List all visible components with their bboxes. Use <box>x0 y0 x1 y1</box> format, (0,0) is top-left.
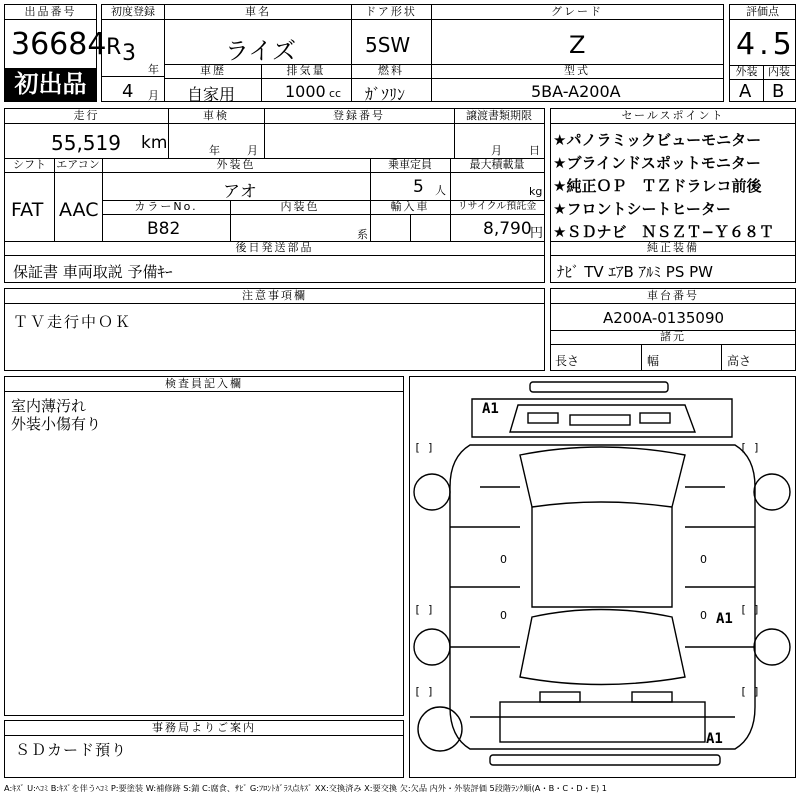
sales-point: ★純正ＯＰ ＴＺドラレコ前後 <box>553 177 762 195</box>
int-color-unit: 系 <box>357 228 368 241</box>
color-no-label: カラーNo. <box>102 200 230 215</box>
ext-color-label: 外装色 <box>102 158 370 173</box>
bracket-mark: [ ] <box>740 685 760 698</box>
transfer-label: 譲渡書類期限 <box>454 109 544 124</box>
office-box <box>4 720 404 778</box>
lot-label: 出品番号 <box>5 5 96 20</box>
lot-number: 36684 <box>11 27 107 62</box>
first-reg-label: 初度登録 <box>102 5 164 20</box>
color-no: B82 <box>147 219 181 239</box>
fuel-label: 燃料 <box>351 64 431 79</box>
zero-mark: 0 <box>500 609 507 622</box>
notes-box <box>4 288 545 371</box>
car-name: ライズ <box>225 37 297 65</box>
load-unit: kg <box>529 185 543 198</box>
notes-label: 注意事項欄 <box>5 289 544 304</box>
score-box <box>729 4 796 102</box>
recycle-label: リサイクル預託金 <box>450 200 544 215</box>
chassis-box <box>550 288 796 371</box>
later-parts-label: 後日発送部品 <box>5 241 544 256</box>
height-label: 高さ <box>727 354 752 368</box>
chassis-label: 車台番号 <box>551 289 795 304</box>
grade: Z <box>569 31 586 59</box>
load-label: 最大積載量 <box>450 158 544 173</box>
damage-mark: A1 <box>482 401 499 417</box>
lot-box <box>4 4 107 102</box>
transfer-month-unit: 月 <box>491 144 502 157</box>
sales-point: ★パノラミックビューモニター <box>553 131 762 149</box>
bracket-mark: [ ] <box>740 441 760 454</box>
shift-label: シフト <box>5 158 54 173</box>
sales-point: ★ブラインドスポットモニター <box>553 154 761 172</box>
car-info-box <box>164 4 724 102</box>
legend: A:ｷｽﾞ U:ﾍｺﾐ B:ｷｽﾞを伴うﾍｺﾐ P:要塗装 W:補修跡 S:錆 C:腐食、ｻﾋﾞ G:ﾌﾛﾝﾄｶﾞﾗｽ点ｷｽﾞ XX:交換済み X:要交換 欠:欠品 内外・外装評価 5段階ﾗﾝｸ順(A・B・C・D・E) 1 <box>4 783 607 793</box>
history-label: 車歴 <box>165 64 261 79</box>
ac-label: エアコン <box>54 158 102 173</box>
notes-text: ＴＶ走行中ＯＫ <box>13 313 133 331</box>
int-grade-label: 内装 <box>763 65 795 80</box>
door-type: 5SW <box>365 33 411 57</box>
vehicle-detail-box <box>4 108 545 283</box>
score: 4.5 <box>736 27 796 62</box>
later-parts: 保証書 車両取説 予備ｷｰ <box>13 263 173 281</box>
model-label: 型式 <box>431 64 723 79</box>
int-grade: B <box>772 81 785 102</box>
door-label: ドア形状 <box>351 5 431 20</box>
width-label: 幅 <box>647 354 660 368</box>
inspection-month-unit: 月 <box>247 144 258 157</box>
recycle-unit: 円 <box>530 226 544 241</box>
damage-mark: A1 <box>716 611 733 627</box>
sales-label: セールスポイント <box>551 109 795 124</box>
damage-mark: A1 <box>706 731 723 747</box>
ext-grade-label: 外装 <box>730 65 763 80</box>
seats: 5 <box>413 177 424 197</box>
ext-color: アオ <box>223 182 257 202</box>
office-text: ＳＤカード預り <box>15 741 128 759</box>
office-label: 事務局よりご案内 <box>5 721 403 736</box>
zero-mark: 0 <box>700 553 707 566</box>
seats-label: 乗車定員 <box>370 158 450 173</box>
ac: AAC <box>59 199 99 221</box>
equip-label: 純正装備 <box>551 241 795 256</box>
int-color-label: 内装色 <box>230 200 370 215</box>
shift: FAT <box>11 199 44 221</box>
displacement-label: 排気量 <box>261 64 351 79</box>
fuel: ｶﾞｿﾘﾝ <box>365 85 406 104</box>
displacement: 1000 <box>285 82 326 101</box>
reg-no-label: 登録番号 <box>264 109 454 124</box>
inspector-label: 検査員記入欄 <box>5 377 403 392</box>
import-label: 輸入車 <box>370 200 450 215</box>
sales-box <box>550 108 796 283</box>
first-reg-month: 4 <box>122 81 134 102</box>
sales-point: ★フロントシートヒーター <box>553 200 731 218</box>
first-reg-era: R <box>106 35 122 60</box>
recycle: 8,790 <box>483 219 532 239</box>
mileage-label: 走行 <box>5 109 168 124</box>
bracket-mark: [ ] <box>414 441 434 454</box>
inspector-box <box>4 376 404 716</box>
mileage: 55,519 <box>51 131 121 155</box>
grade-label: グレード <box>431 5 723 20</box>
car-diagram <box>409 376 796 778</box>
first-reg-year: 3 <box>122 41 136 66</box>
zero-mark: 0 <box>500 553 507 566</box>
inspector-line: 室内薄汚れ <box>11 397 87 415</box>
car-name-label: 車名 <box>165 5 351 20</box>
specs-label: 諸元 <box>551 330 795 345</box>
bracket-mark: [ ] <box>414 603 434 616</box>
first-reg-month-unit: 月 <box>148 89 159 102</box>
displacement-unit: cc <box>329 87 342 100</box>
first-reg-box <box>101 4 165 102</box>
chassis-number: A200A-0135090 <box>603 309 725 327</box>
sales-point: ★ＳＤナビ ＮＳＺＴ−Ｙ６８Ｔ <box>553 223 775 241</box>
history: 自家用 <box>187 85 236 104</box>
transfer-day-unit: 日 <box>529 144 540 157</box>
car-outline-diagram <box>410 377 795 777</box>
model: 5BA-A200A <box>531 82 621 101</box>
equip: ﾅﾋﾞ TV ｴｱB ｱﾙﾐ PS PW <box>557 263 713 281</box>
length-label: 長さ <box>555 354 580 368</box>
score-label: 評価点 <box>730 5 795 20</box>
bracket-mark: [ ] <box>740 603 760 616</box>
inspection-label: 車検 <box>168 109 264 124</box>
mileage-unit: km <box>141 133 168 153</box>
inspector-line: 外装小傷有り <box>11 415 102 433</box>
first-listing-badge: 初出品 <box>5 68 96 101</box>
ext-grade: A <box>739 81 752 102</box>
seats-unit: 人 <box>435 184 446 197</box>
bracket-mark: [ ] <box>414 685 434 698</box>
zero-mark: 0 <box>700 609 707 622</box>
inspection-year-unit: 年 <box>209 144 220 157</box>
first-reg-year-unit: 年 <box>148 63 159 76</box>
